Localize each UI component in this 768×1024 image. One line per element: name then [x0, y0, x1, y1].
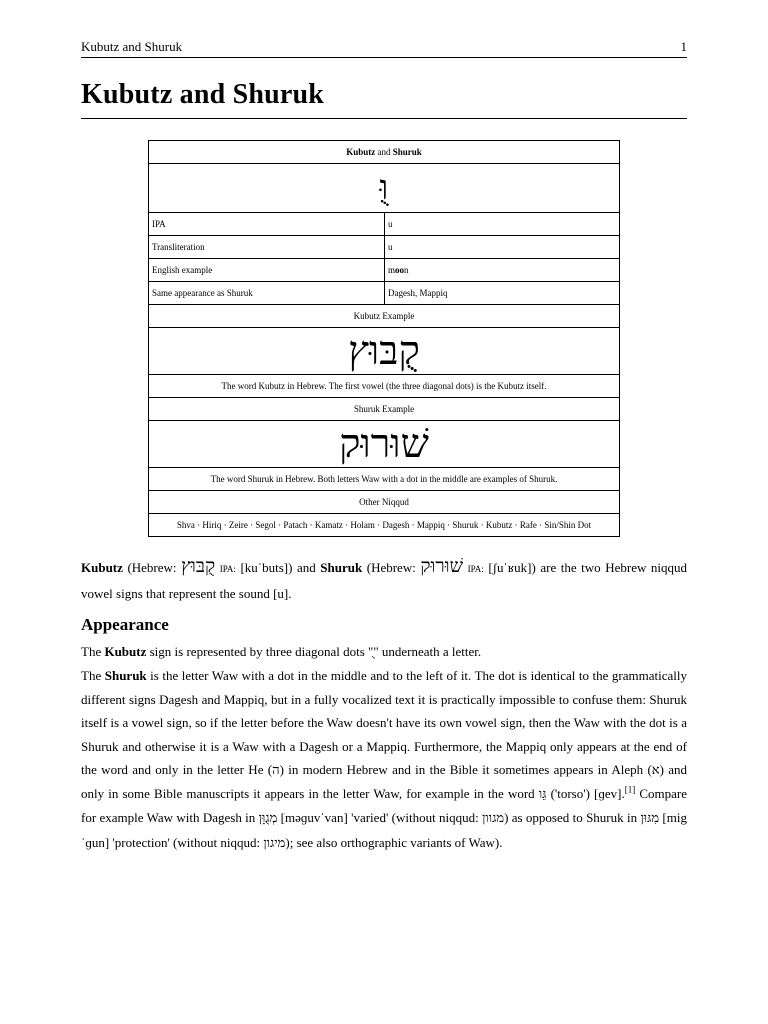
- kubutz-caption-row: [149, 375, 620, 398]
- shuruk-example-header: Shuruk Example: [149, 398, 620, 421]
- shuruk-hebrew: שׁוּרוּק: [420, 555, 464, 577]
- caption-kubutz: Kubutz: [346, 146, 376, 157]
- infobox-glyph-row: [149, 164, 620, 213]
- kubutz-hebrew: קֻבּוּץ: [181, 555, 216, 577]
- intro-paragraph: Kubutz (Hebrew: קֻבּוּץ IPA: [kuˈbuts]) and Shuruk (Hebrew: שׁוּרוּק IPA: [ʃuˈʁuk]) are the two Hebrew niqqud vowel signs that represent the sound [u].: [81, 555, 688, 601]
- infobox-table: [148, 140, 620, 537]
- example-emphasis: oo: [395, 264, 405, 275]
- infobox-row-same-appearance: [149, 282, 620, 305]
- row-label: English example: [149, 259, 385, 282]
- kubutz-word-row: [149, 328, 620, 375]
- ipa-link[interactable]: IPA:: [219, 564, 236, 574]
- ipa-link[interactable]: IPA:: [467, 564, 484, 574]
- citation-link[interactable]: [1]: [624, 784, 636, 795]
- row-label: Transliteration: [149, 236, 385, 259]
- page-number: 1: [680, 39, 687, 54]
- caption-and: and: [375, 146, 393, 157]
- infobox-row-ipa: [149, 213, 620, 236]
- shuruk-caption-row: [149, 468, 620, 491]
- caption-shuruk: Shuruk: [392, 146, 422, 157]
- row-value: u: [385, 236, 620, 259]
- shuruk-word-row: [149, 421, 620, 468]
- row-value: moon: [385, 259, 620, 282]
- title-rule: [81, 118, 687, 119]
- running-header: [81, 38, 687, 56]
- infobox-caption-row: [149, 141, 620, 164]
- row-label: Same appearance as Shuruk: [149, 282, 385, 305]
- other-niqqud-row: [149, 514, 620, 537]
- appearance-paragraph-2: The Shuruk is the letter Waw with a dot in the middle and to the left of it. The dot is identical to the grammatically different signs Dagesh and Mappiq, but in a fully vocalized text it is practically impossible to confuse them: Shuruk itself is a vowel sign, so if the letter before the Waw doesn't have its own vowel sign, then the Waw with the dot is a Shuruk and otherwise it is a Waw with a Dagesh or a Mappiq. Furthermore, the Mappiq only appears at the end of the word and only in the letter He (ה) in modern Hebrew and in the Bible it sometimes appears in Aleph (א) and only in some Bible manuscripts it appears in the letter Waw, for example in the word גֵּו ('torso') [ɡev].[1] Compare for example Waw with Dagesh in מְגֻוָּן [məɡuvˈvan] 'varied' (without niqqud: מגוון) as opposed to Shuruk in מִגּוּן [migˈɡun] 'protection' (without niqqud: מיגון); see also orthographic variants of Waw).: [81, 668, 687, 851]
- vowel-glyph: וֻּ: [379, 168, 389, 208]
- section-heading-appearance: Appearance: [81, 615, 169, 634]
- row-value: u: [385, 213, 620, 236]
- shuruk-word: שׁוּרוּק: [339, 421, 429, 467]
- infobox-row-english-example: [149, 259, 620, 282]
- kubutz-caption: The word Kubutz in Hebrew. The first vowel (the three diagonal dots) is the Kubutz itself.: [149, 375, 620, 398]
- appearance-paragraph-1: The Kubutz sign is represented by three diagonal dots "ֻ" underneath a letter.: [81, 644, 482, 659]
- kubutz-example-header: Kubutz Example: [149, 305, 620, 328]
- kubutz-word: קֻבּוּץ: [348, 328, 420, 374]
- other-niqqud-header: Other Niqqud: [149, 491, 620, 514]
- infobox-caption: [149, 141, 620, 164]
- row-label: IPA: [149, 213, 385, 236]
- row-value: Dagesh, Mappiq: [385, 282, 620, 305]
- niqqud-links[interactable]: Shva · Hiriq · Zeire · Segol · Patach · Kamatz · Holam · Dagesh · Mappiq · Shuruk · Kubutz · Rafe · Sin/Shin Dot: [149, 514, 620, 537]
- running-title: Kubutz and Shuruk: [81, 39, 183, 54]
- shuruk-caption: The word Shuruk in Hebrew. Both letters Waw with a dot in the middle are examples of Shuruk.: [149, 468, 620, 491]
- header-rule: [81, 57, 687, 58]
- infobox-row-transliteration: [149, 236, 620, 259]
- page-title: Kubutz and Shuruk: [81, 79, 325, 110]
